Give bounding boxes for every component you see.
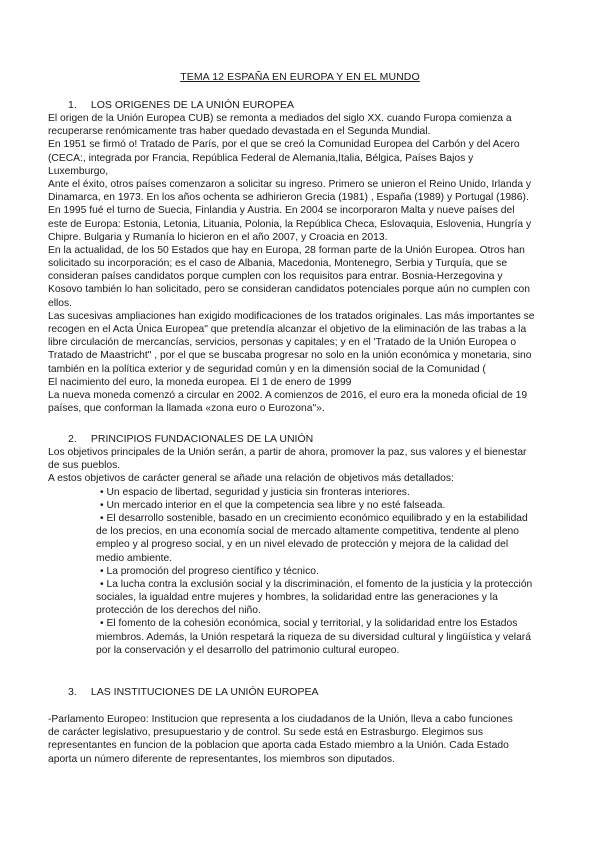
paragraph-line: de sus pueblos. — [48, 460, 121, 472]
paragraph-line: ellos. — [48, 297, 73, 309]
paragraph-line: consideran países candidatos porque cumplen con los requisitos para entrar. Bosnia-Herzegovina y — [48, 271, 503, 283]
section-1-number: 1. — [68, 99, 77, 111]
paragraph-line: El origen de la Unión Europea CUB) se remonta a mediados del siglo XX. cuando Furopa comienza a — [48, 113, 512, 124]
paragraph-line: Kosovo también lo han solicitado, pero se consideran candidatos potenciales porque aún no cumplen con — [48, 284, 530, 296]
bullet-item: • La lucha contra la exclusión social y la discriminación, el fomento de la justicia y la protección — [100, 578, 533, 590]
paragraph-line: Chipre. Bulgaria y Rumanía lo hicieron en el año 2007, y Croacia en 2013. — [48, 231, 388, 243]
paragraph-line: también en la política exterior y de seguridad común y en la dimensión social de la Comunidad ( — [48, 363, 486, 375]
paragraph-line: aporta un número diferente de representantes, los miembros son diputados. — [48, 753, 395, 765]
bullet-item: • El fomento de la cohesión económica, social y territorial, y la solidaridad entre los Estados — [100, 618, 518, 630]
bullet-item: • La promoción del progreso científico y técnico. — [100, 565, 319, 577]
section-1-body — [48, 112, 560, 415]
bullet-continuation: empleo y al progreso social, y en un nivel elevado de protección y mejora de la calidad del — [96, 539, 509, 551]
paragraph-line: -Parlamento Europeo: Institucion que representa a los ciudadanos de la Unión, lleva a cabo funciones — [48, 714, 513, 725]
section-3-body — [48, 713, 560, 766]
paragraph-line: de carácter legislativo, presupuestario y de control. Su sede está en Estrasburgo. Elegimos sus — [48, 727, 483, 739]
paragraph-line: solicitado su incorporación; es el caso de Albania, Macedonia, Montenegro, Serbia y Turquía, que se — [48, 258, 508, 270]
section-2-number: 2. — [68, 433, 77, 445]
paragraph-line: representantes en funcion de la poblacion que aporta cada Estado miembro a la Unión. Cada Estado — [48, 740, 509, 752]
paragraph-line: (CECA:, integrada por Francia, República Federal de Alemania,Italia, Bélgica, Países Bajos y — [48, 152, 474, 164]
paragraph-line: Dinamarca, en 1973. En los años ochenta se adhirieron Grecia (1981) , España (1989) y Portugal (1986). — [48, 192, 529, 204]
paragraph-line: países, que conforman la llamada «zona euro o Eurozona"». — [48, 403, 325, 415]
paragraph-line: La nueva moneda comenzó a circular en 2002. A comienzos de 2016, el euro era la moneda oficial de 19 — [48, 389, 528, 401]
section-1-title: LOS ORIGENES DE LA UNIÓN EUROPEA — [90, 99, 294, 111]
bullet-continuation: de los precios, en una economía social de mercado altamente competitiva, tendente al pleno — [96, 526, 520, 538]
bullet-continuation: por la conservación y el desarrollo del patrimonio cultural europeo. — [96, 644, 400, 656]
paragraph-line: En la actualidad, de los 50 Estados que hay en Europa, 28 forman parte de la Unión Europea. Otros han — [48, 244, 525, 256]
paragraph-line: Tratado de Maastricht" , por el que se buscaba progresar no solo en la unión económica y monetaria, sino — [48, 350, 532, 362]
paragraph-line: este de Europa: Estonia, Letonia, Lituania, Polonia, la República Checa, Eslovaquia, Eslovenia, Hungría y — [48, 218, 532, 230]
paragraph-line: Luxemburgo, — [48, 165, 109, 177]
bullet-continuation: protección de los derechos del niño. — [96, 605, 261, 617]
bullet-item: • Un mercado interior en el que la competencia sea libre y no esté falseada. — [100, 499, 446, 511]
bullet-continuation: medio ambiente. — [96, 552, 173, 564]
bullet-item: • Un espacio de libertad, seguridad y justicia sin fronteras interiores. — [100, 486, 410, 498]
section-2-body — [48, 446, 560, 657]
paragraph-line: recogen en el Acta Única Europea" que pretendía alcanzar el objetivo de la eliminación de las trabas a la — [48, 324, 527, 335]
paragraph-line: A estos objetivos de carácter general se añade una relación de objetivos más detallados: — [48, 473, 454, 485]
section-2-title: PRINCIPIOS FUNDACIONALES DE LA UNIÓN — [90, 433, 314, 445]
bullet-continuation: miembros. Además, la Unión respetará la riqueza de su diversidad cultural y lingüística y velará — [96, 631, 531, 643]
paragraph-line: libre circulación de mercancías, servicios, personas y capitales; y en el 'Tratado de la Unión Europea o — [48, 337, 517, 349]
paragraph-line: Las sucesivas ampliaciones han exigido modificaciones de los tratados originales. Las más importantes se — [48, 310, 535, 322]
paragraph-line: Los objetivos principales de la Unión serán, a partir de ahora, promover la paz, sus valores y el bienestar — [48, 447, 527, 458]
document-title: TEMA 12 ESPAÑA EN EUROPA Y EN EL MUNDO — [180, 71, 420, 83]
paragraph-line: En 1951 se firmó o! Tratado de París, por el que se creó la Comunidad Europea del Carbón y del Acero — [48, 139, 520, 151]
section-3-number: 3. — [68, 686, 77, 698]
bullet-item: • El desarrollo sostenible, basado en un crecimiento económico equilibrado y en la estabilidad — [100, 512, 528, 524]
section-3-title: LAS INSTITUCIONES DE LA UNIÓN EUROPEA — [90, 686, 319, 698]
paragraph-line: En 1995 fué el turno de Suecia, Finlandia y Austria. En 2004 se incorporaron Malta y nueve países del — [48, 205, 515, 217]
section-1-heading — [68, 99, 294, 111]
section-3-heading — [68, 686, 318, 698]
section-2-heading — [68, 433, 313, 445]
bullet-continuation: sociales, la igualdad entre mujeres y hombres, la solidaridad entre las generaciones y la — [96, 592, 498, 604]
paragraph-line: recuperarse renómicamente tras haber quedado devastada en el Segunda Mundial. — [48, 126, 431, 138]
paragraph-line: Ante el éxito, otros países comenzaron a solicitar su ingreso. Primero se unieron el Reino Unido, Irlanda y — [48, 178, 532, 190]
paragraph-line: El nacimiento del euro, la moneda europea. El 1 de enero de 1999 — [48, 376, 352, 388]
